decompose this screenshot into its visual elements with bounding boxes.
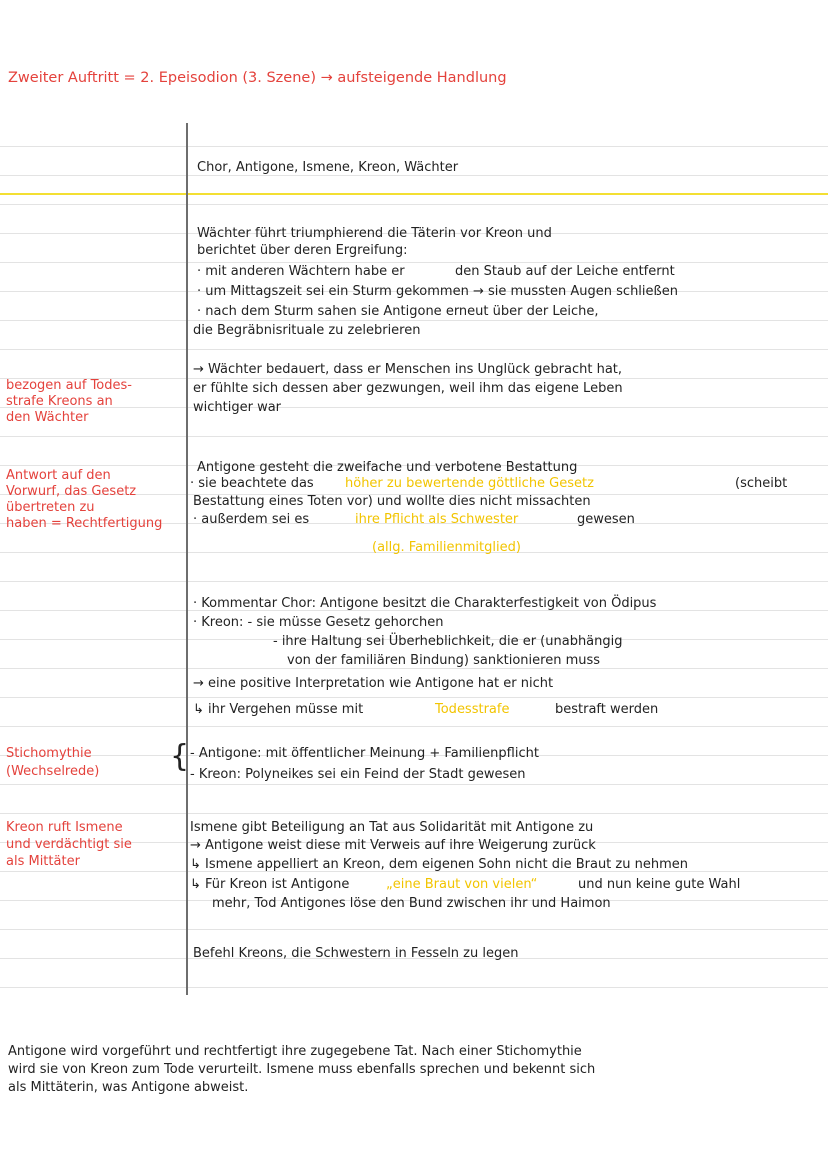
- margin-line: [186, 123, 188, 995]
- characters-line: Chor, Antigone, Ismene, Kreon, Wächter: [197, 160, 459, 175]
- page-header-area: [0, 0, 828, 118]
- curly-brace-icon: {: [170, 739, 190, 774]
- page-title: Zweiter Auftritt = 2. Epeisodion (3. Szene) → aufsteigende Handlung: [8, 70, 507, 86]
- yellow-divider-line: [0, 193, 828, 195]
- lined-notebook-page: Zweiter Auftritt = 2. Epeisodion (3. Szene) → aufsteigende Handlung Chor, Antigone, Ismene, Kreon, Wächter bezogen auf Todes- strafe Kreons an den Wächter Antwort auf den Vorwurf, das Gesetz übertreten zu haben = Rechtfertigung Stichomythie (Wechselrede) Kreon ruft Ismene und verdächtigt sie als Mittäter Wächter führt triumphierend die Täterin vor Kreon und berichtet über deren Ergreifung: · mit anderen Wächtern habe er den Staub auf der Leiche entfernt · um Mittagszeit sei ein Sturm gekommen → sie mussten Augen schließen · nach dem Sturm sahen sie Antigone erneut über der Leiche, die Begräbnisrituale zu zelebrieren → Wächter bedauert, dass er Menschen ins Unglück gebracht hat, er fühlte sich dessen aber gezwungen, weil ihm das eigene Leben wichtiger war Antigone gesteht die zweifache und verbotene Bestattung · sie beachtete das höher zu bewertende göttliche Gesetz (scheibt Bestattung eines Toten vor) und wollte dies nicht missachten · außerdem sei es ihre Pflicht als Schwester gewesen (allg. Familienmitglied) · Kommentar Chor: Antigone besitzt die Charakterfestigkeit von Ödipus · Kreon: - sie müsse Gesetz gehorchen - ihre Haltung sei Überheblichkeit, die er (unabhängig von der familiären Bindung) sanktionieren muss → eine positive Interpretation wie Antigone hat er nicht ↳ ihr Vergehen müsse mit Todesstrafe bestraft werden { - Antigone: mit öffentlicher Meinung + Familienpflicht - Kreon: Polyneikes sei ein Feind der Stadt gewesen Ismene gibt Beteiligung an Tat aus Solidarität mit Antigone zu → Antigone weist diese mit Verweis auf ihre Weigerung zurück ↳ Ismene appelliert an Kreon, dem eigenen Sohn nicht die Braut zu nehmen ↳ Für Kreon ist Antigone „eine Braut von vielen“ und nun keine gute Wahl mehr, Tod Antigones löse den Bund zwischen ihr und Haimon Befehl Kreons, die Schwestern in Fesseln zu legen Antigone wird vorgeführt und rechtfertigt ihre zugegebene Tat. Nach einer Stichomythie wird sie von Kreon zum Tode verurteilt. Ismene muss ebenfalls sprechen und bekennt sich als Mittäterin, was Antigone abweist.: [0, 0, 828, 1171]
